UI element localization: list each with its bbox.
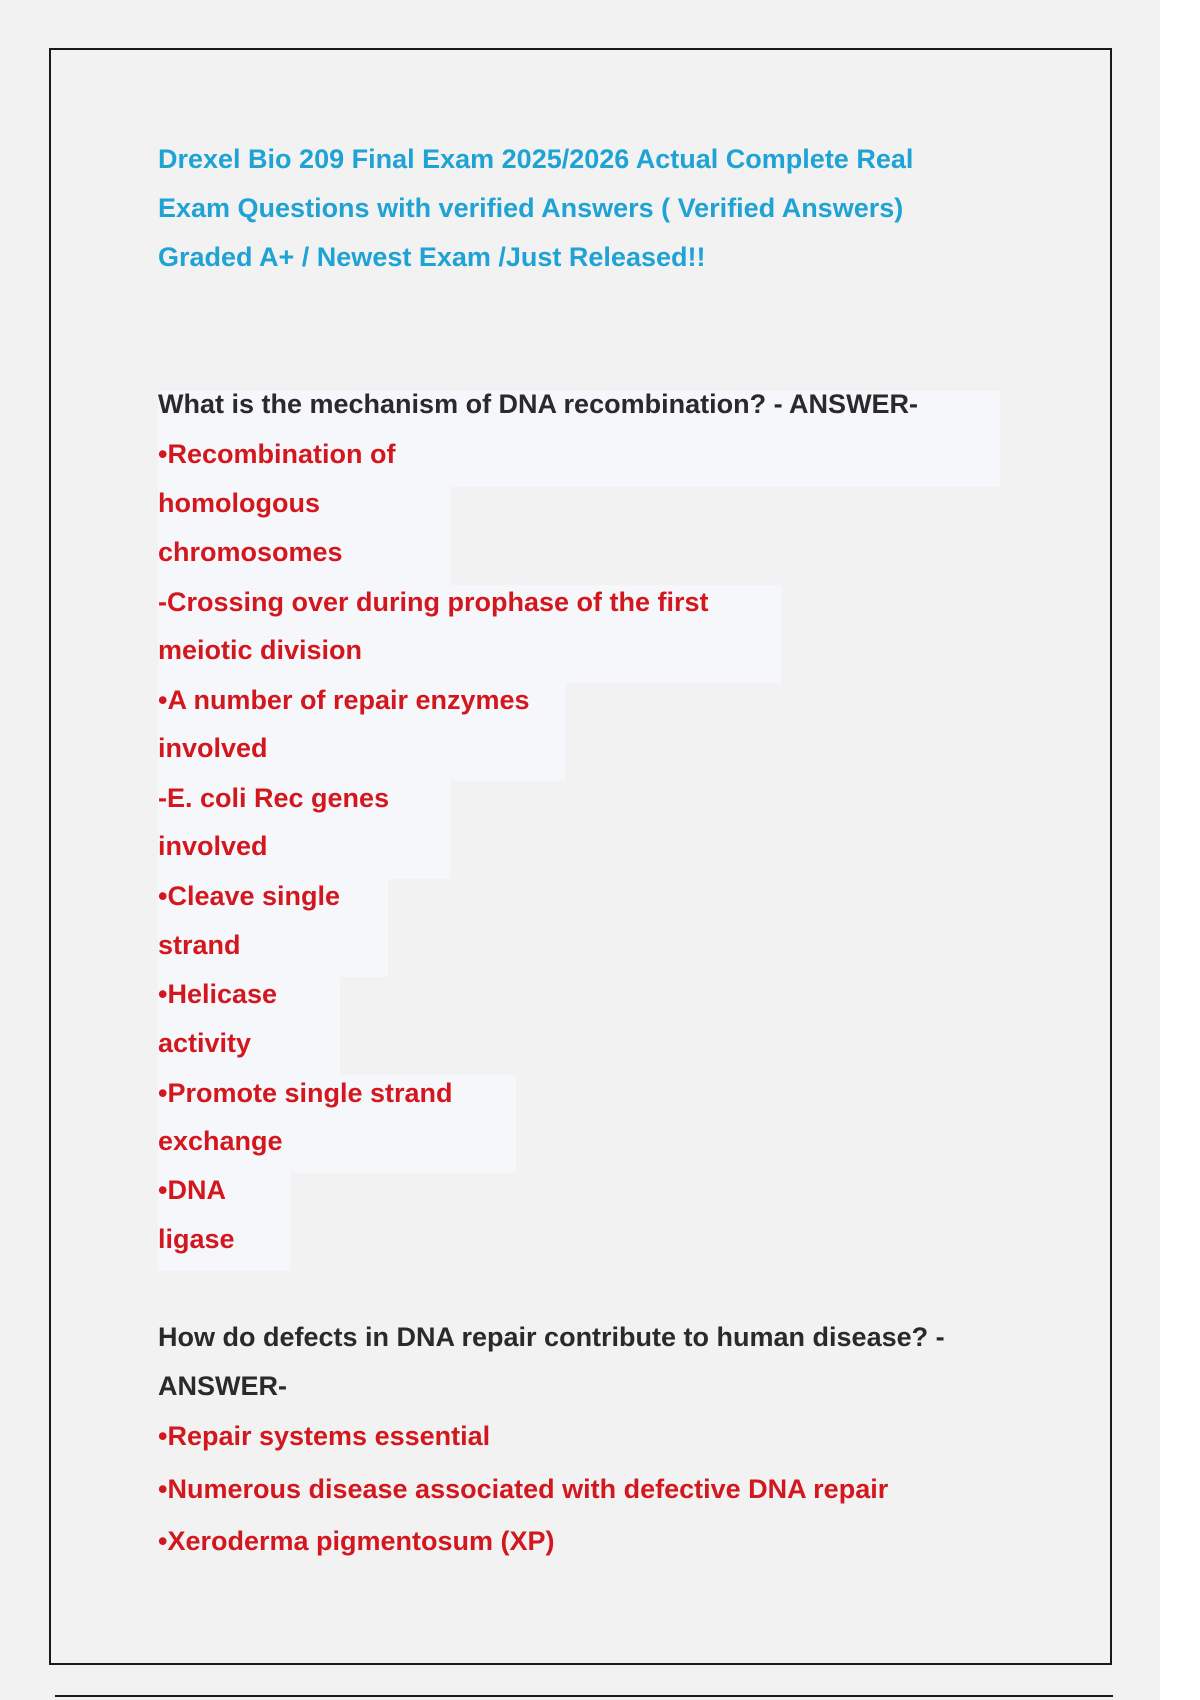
answer-line: -Crossing over during prophase of the first	[158, 587, 709, 617]
question-text: How do defects in DNA repair contribute to human disease? -	[158, 1322, 945, 1352]
answer-line: meiotic division	[158, 635, 363, 665]
answer-line: strand	[158, 930, 241, 960]
page-bottom-rule	[55, 1695, 1113, 1697]
title-line: Drexel Bio 209 Final Exam 2025/2026 Actual Complete Real	[158, 144, 914, 174]
right-margin-strip	[1160, 0, 1200, 1700]
title-line: Exam Questions with verified Answers ( Verified Answers)	[158, 193, 904, 223]
answer-line: •Promote single strand	[158, 1078, 453, 1108]
answer-line: ligase	[158, 1224, 235, 1254]
document-title	[158, 135, 1018, 282]
answer-line: chromosomes	[158, 537, 343, 567]
answer-line: activity	[158, 1028, 252, 1058]
answer-line: •Repair systems essential	[158, 1421, 491, 1451]
answer-line: •Xeroderma pigmentosum (XP)	[158, 1526, 555, 1556]
answer-line: •A number of repair enzymes	[158, 685, 530, 715]
answer-line: •DNA	[158, 1175, 226, 1205]
answer-line: -E. coli Rec genes	[158, 783, 390, 813]
answer-line: •Helicase	[158, 979, 278, 1009]
question-text: ANSWER-	[158, 1371, 287, 1401]
answer-line: homologous	[158, 488, 320, 518]
title-line: Graded A+ / Newest Exam /Just Released!!	[158, 242, 706, 272]
answer-line: involved	[158, 831, 268, 861]
answer-line: •Cleave single	[158, 881, 341, 911]
answer-line: involved	[158, 733, 268, 763]
answer-line: exchange	[158, 1126, 283, 1156]
question-text: What is the mechanism of DNA recombination? - ANSWER-	[158, 389, 919, 419]
answer-line: •Recombination of	[158, 439, 396, 469]
answer-line: •Numerous disease associated with defective DNA repair	[158, 1474, 889, 1504]
